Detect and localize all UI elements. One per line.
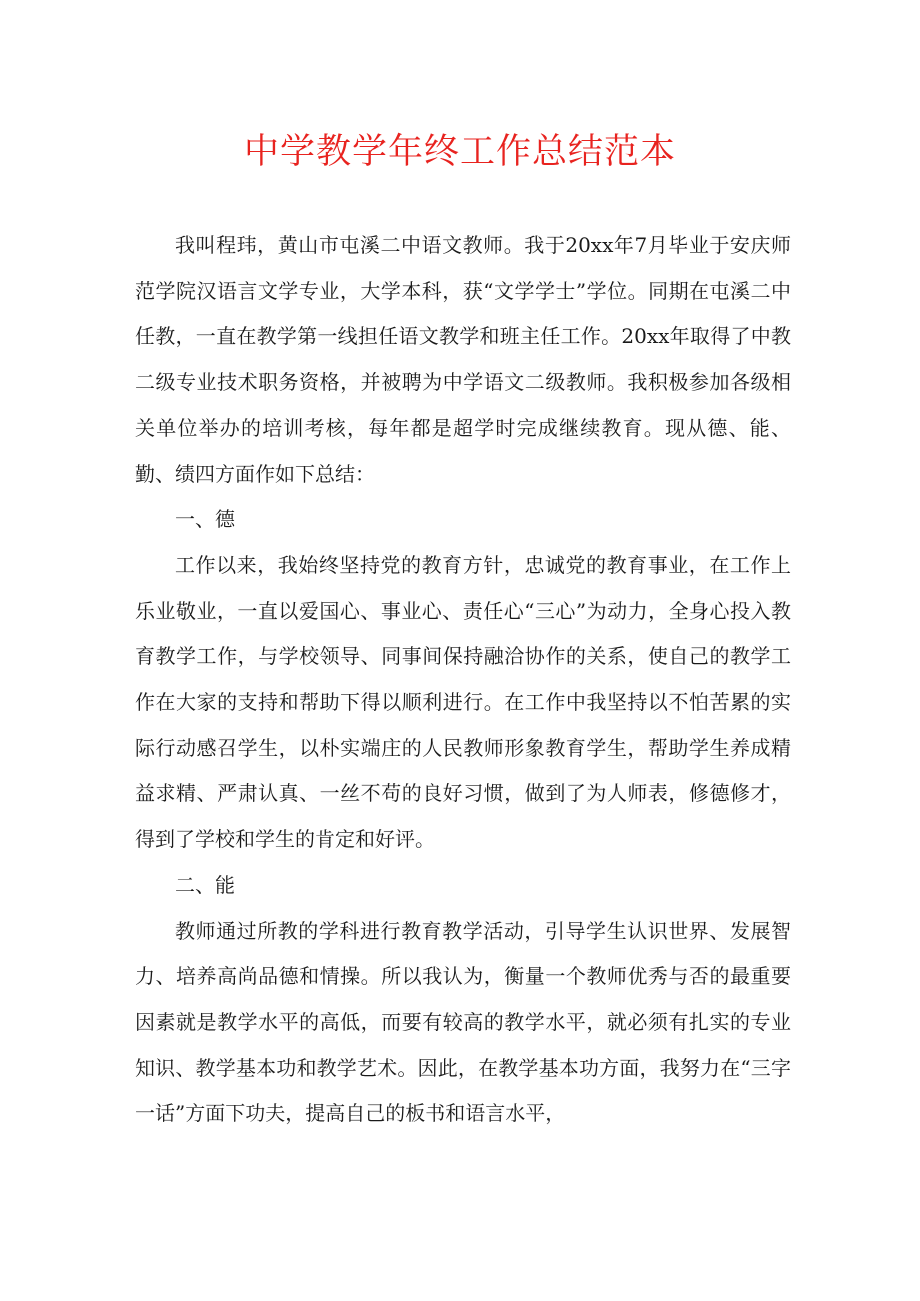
paragraph-de: 工作以来，我始终坚持党的教育方针，忠诚党的教育事业，在工作上乐业敬业，一直以爱国心、事业心、责任心“三心”为动力，全身心投入教育教学工作，与学校领导、同事间保持融洽协作的关系，使自己的教学工作在大家的支持和帮助下得以顺利进行。在工作中我坚持以不怕苦累的实际行动感召学生，以朴实端庄的人民教师形象教育学生，帮助学生养成精益求精、严肃认真、一丝不苟的良好习惯，做到了为人师表，修德修才，得到了学校和学生的肯定和好评。	[135, 552, 791, 852]
section-heading-de: 一、德	[175, 507, 235, 532]
document-title: 中学教学年终工作总结范本	[243, 132, 676, 172]
paragraph-intro: 我叫程玮，黄山市屯溪二中语文教师。我于20xx年7月毕业于安庆师范学院汉语言文学专业，大学本科，获“文学学士”学位。同期在屯溪二中任教，一直在教学第一线担任语文教学和班主任工作。20xx年取得了中教二级专业技术职务资格，并被聘为中学语文二级教师。我积极参加各级相关单位举办的培训考核，每年都是超学时完成继续教育。现从德、能、勤、绩四方面作如下总结：	[135, 233, 791, 486]
paragraph-neng: 教师通过所教的学科进行教育教学活动，引导学生认识世界、发展智力、培养高尚品德和情操。所以我认为，衡量一个教师优秀与否的最重要因素就是教学水平的高低，而要有较高的教学水平，就必须有扎实的专业知识、教学基本功和教学艺术。因此，在教学基本功方面，我努力在“三字一话”方面下功夫，提高自己的板书和语言水平，	[135, 918, 791, 1126]
section-heading-neng: 二、能	[175, 872, 235, 897]
document-body	[135, 223, 791, 1137]
